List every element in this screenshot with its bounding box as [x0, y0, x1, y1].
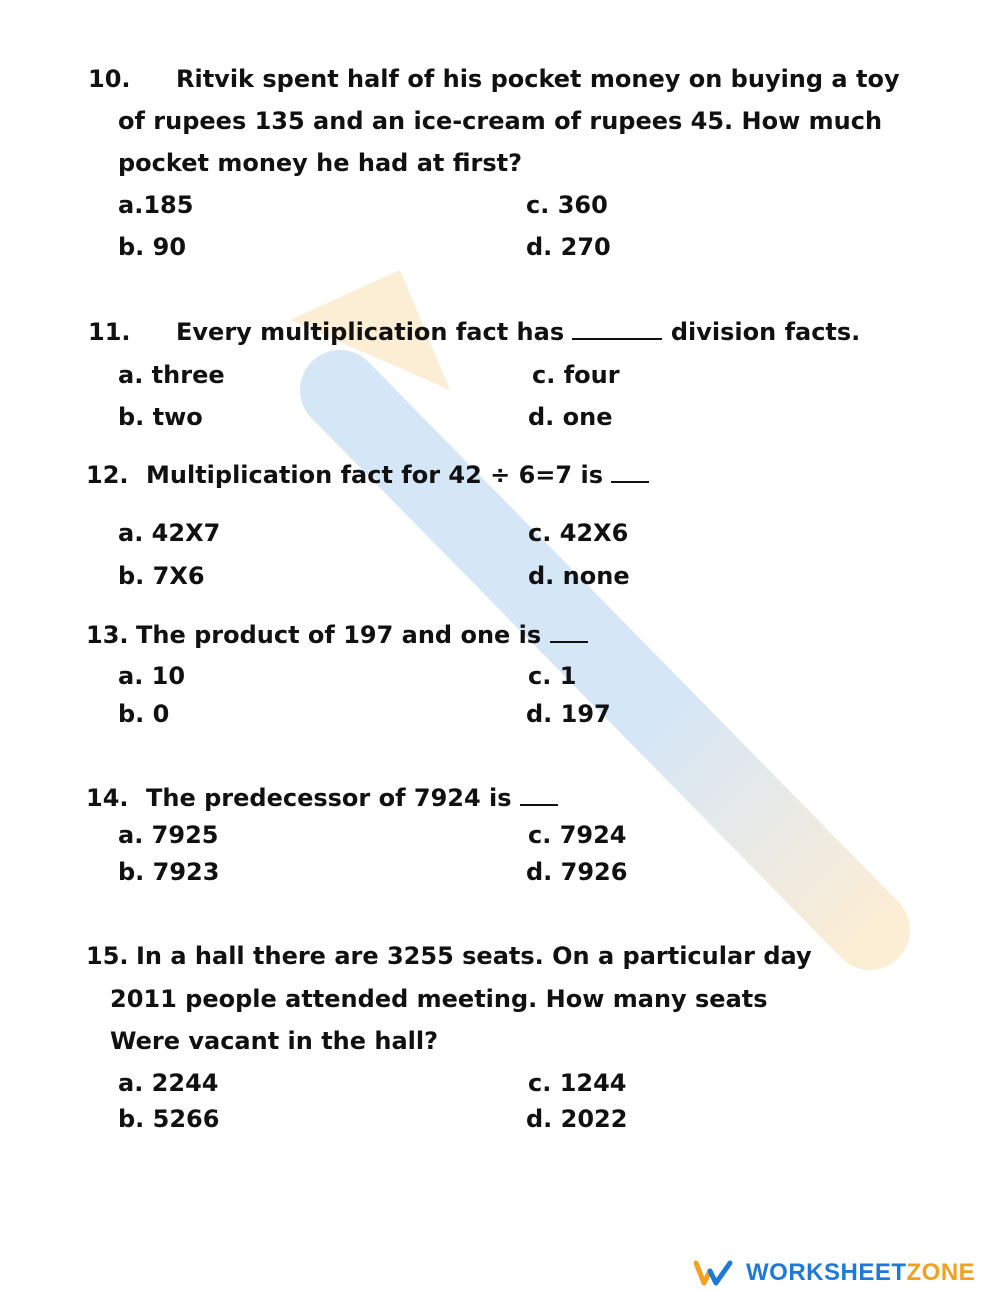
question-15-option-b: b. 5266 — [118, 1105, 220, 1133]
question-13-option-d: d. 197 — [526, 700, 611, 728]
question-14-option-b: b. 7923 — [118, 858, 220, 886]
question-13-option-a: a. 10 — [118, 662, 186, 690]
question-10-number: 10. — [88, 65, 131, 93]
question-10-option-b: b. 90 — [118, 233, 187, 261]
brand-name-part2: ZONE — [906, 1259, 976, 1286]
question-12-text-main: Multiplication fact for 42 ÷ 6=7 is — [146, 461, 603, 489]
question-11-option-b: b. two — [118, 403, 203, 431]
question-11-number: 11. — [88, 318, 131, 346]
footer-brand[interactable] — [694, 1256, 975, 1290]
question-14-text-main: The predecessor of 7924 is — [146, 784, 512, 812]
question-15-text-line3: Were vacant in the hall? — [110, 1027, 439, 1055]
question-14-option-d: d. 7926 — [526, 858, 628, 886]
question-14-option-a: a. 7925 — [118, 821, 219, 849]
question-11-option-a: a. three — [118, 361, 225, 389]
question-10-text-line2: of rupees 135 and an ice-cream of rupees 45. How much — [118, 107, 883, 135]
question-10-option-c: c. 360 — [526, 191, 608, 219]
question-12-text — [146, 460, 649, 490]
question-14-option-c: c. 7924 — [528, 821, 627, 849]
question-10-text-line3: pocket money he had at first? — [118, 149, 523, 177]
question-13-option-b: b. 0 — [118, 700, 170, 728]
question-13-number: 13. — [86, 621, 129, 649]
question-11-option-d: d. one — [528, 403, 613, 431]
question-12-option-b: b. 7X6 — [118, 562, 205, 590]
question-12-option-c: c. 42X6 — [528, 519, 629, 547]
answer-blank — [520, 786, 558, 806]
question-13-option-c: c. 1 — [528, 662, 577, 690]
question-15-option-d: d. 2022 — [526, 1105, 628, 1133]
question-15-option-c: c. 1244 — [528, 1069, 627, 1097]
answer-blank — [550, 623, 588, 643]
question-10-text-line1: Ritvik spent half of his pocket money on buying a toy — [176, 65, 900, 93]
question-11-option-c: c. four — [532, 361, 620, 389]
question-15-option-a: a. 2244 — [118, 1069, 219, 1097]
question-15-text-line1: In a hall there are 3255 seats. On a particular day — [136, 942, 812, 970]
question-11-text-before: Every multiplication fact has — [176, 318, 565, 346]
question-13-text-main: The product of 197 and one is — [136, 621, 542, 649]
question-15-number: 15. — [86, 942, 129, 970]
question-13-text — [136, 620, 588, 650]
question-14-text — [146, 783, 558, 813]
question-10-option-a: a.185 — [118, 191, 194, 219]
question-10-option-d: d. 270 — [526, 233, 611, 261]
question-12-option-d: d. none — [528, 562, 630, 590]
answer-blank — [611, 463, 649, 483]
question-15-text-line2: 2011 people attended meeting. How many seats — [110, 985, 768, 1013]
answer-blank — [572, 320, 662, 340]
question-11-text-after: division facts. — [670, 318, 861, 346]
question-11-text — [176, 317, 860, 347]
question-12-number: 12. — [86, 461, 129, 489]
question-12-option-a: a. 42X7 — [118, 519, 221, 547]
w-logo-icon — [694, 1259, 734, 1287]
brand-name-part1: WORKSHEET — [746, 1259, 907, 1286]
question-14-number: 14. — [86, 784, 129, 812]
